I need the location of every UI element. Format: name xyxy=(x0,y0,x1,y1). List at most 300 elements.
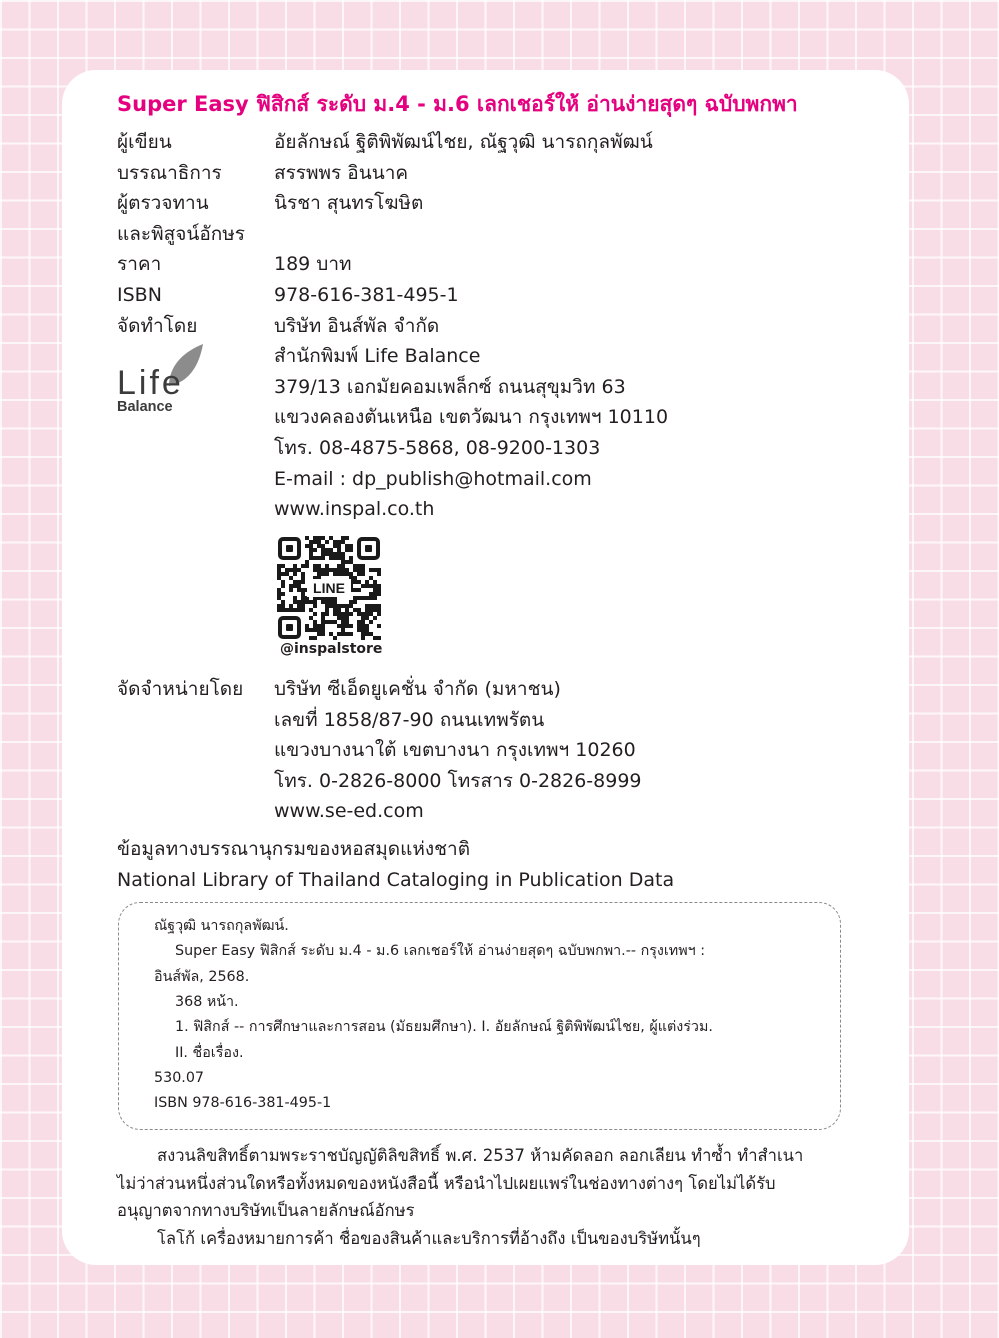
qr-module xyxy=(317,568,321,572)
distributor-line: แขวงบางนาใต้ เขตบางนา กรุงเทพฯ 10260 xyxy=(274,739,636,762)
qr-module xyxy=(297,584,301,588)
qr-module xyxy=(325,568,329,572)
qr-module xyxy=(325,552,329,556)
qr-module xyxy=(337,548,341,552)
qr-module xyxy=(309,600,313,604)
qr-module xyxy=(321,556,325,560)
distributor-line: เลขที่ 1858/87-90 ถนนเทพรัตน xyxy=(274,708,545,731)
qr-module xyxy=(305,624,309,628)
qr-module xyxy=(361,624,365,628)
qr-module xyxy=(353,564,357,568)
qr-module xyxy=(321,632,325,636)
catalog-author: ณัฐวุฒิ นารถกุลพัฒน์. xyxy=(154,918,289,934)
qr-module xyxy=(309,616,313,620)
qr-module xyxy=(333,544,337,548)
qr-module xyxy=(373,568,377,572)
qr-module xyxy=(329,604,333,608)
qr-module xyxy=(349,604,353,608)
qr-module xyxy=(333,604,337,608)
qr-module xyxy=(357,572,361,576)
producer-line: บริษัท อินส์พัล จำกัด xyxy=(274,314,440,337)
qr-module xyxy=(305,544,309,548)
qr-module xyxy=(313,628,317,632)
qr-module xyxy=(345,616,349,620)
qr-module xyxy=(373,604,377,608)
qr-module xyxy=(317,572,321,576)
price-label: ราคา xyxy=(117,253,162,276)
producer-line: โทร. 08-4875-5868, 08-9200-1303 xyxy=(274,436,601,459)
qr-module xyxy=(305,536,309,540)
qr-module xyxy=(313,556,317,560)
qr-module xyxy=(313,564,317,568)
qr-module xyxy=(337,556,341,560)
qr-module xyxy=(321,568,325,572)
qr-module xyxy=(293,568,297,572)
qr-module xyxy=(357,596,361,600)
qr-module xyxy=(357,564,361,568)
qr-module xyxy=(357,628,361,632)
qr-module xyxy=(369,620,373,624)
qr-module xyxy=(309,548,313,552)
qr-module xyxy=(301,604,305,608)
qr-module xyxy=(317,632,321,636)
qr-module xyxy=(309,628,313,632)
qr-module xyxy=(361,632,365,636)
qr-module xyxy=(289,576,293,580)
qr-module xyxy=(369,568,373,572)
qr-module xyxy=(337,568,341,572)
qr-module xyxy=(349,544,353,548)
qr-module xyxy=(289,568,293,572)
qr-module xyxy=(341,556,345,560)
qr-module xyxy=(341,620,345,624)
qr-module xyxy=(337,624,341,628)
qr-module xyxy=(313,612,317,616)
qr-module xyxy=(373,592,377,596)
qr-module xyxy=(369,596,373,600)
qr-module xyxy=(365,612,369,616)
qr-module xyxy=(345,536,349,540)
qr-module xyxy=(293,580,297,584)
qr-module xyxy=(365,632,369,636)
qr-module xyxy=(373,580,377,584)
qr-module xyxy=(373,616,377,620)
qr-module xyxy=(305,564,309,568)
qr-module xyxy=(325,548,329,552)
editor-value: สรรพพร อินนาค xyxy=(274,161,409,184)
library-heading-thai: ข้อมูลทางบรรณานุกรมของหอสมุดแห่งชาติ xyxy=(117,838,471,860)
qr-module xyxy=(277,576,281,580)
qr-module xyxy=(349,556,353,560)
qr-module xyxy=(325,572,329,576)
line-qr-code[interactable] xyxy=(276,535,382,641)
qr-module xyxy=(349,612,353,616)
qr-module xyxy=(337,540,341,544)
library-heading-english: National Library of Thailand Cataloging in Publication Data xyxy=(117,869,675,891)
qr-module xyxy=(373,584,377,588)
qr-module xyxy=(321,624,325,628)
qr-module xyxy=(297,608,301,612)
qr-module xyxy=(373,608,377,612)
editor-label: บรรณาธิการ xyxy=(117,161,222,184)
distributor-label: จัดจำหน่ายโดย xyxy=(117,678,244,700)
catalog-subject-1: 1. ฟิสิกส์ -- การศึกษาและการสอน (มัธยมศึกษา). I. อัยลักษณ์ ฐิติพิพัฒน์ไชย, ผู้แต่งร่วม. xyxy=(175,1019,713,1036)
catalog-isbn: ISBN 978-616-381-495-1 xyxy=(154,1095,332,1112)
qr-module xyxy=(305,600,309,604)
qr-module xyxy=(345,572,349,576)
qr-module xyxy=(321,572,325,576)
qr-module xyxy=(301,564,305,568)
qr-module xyxy=(345,544,349,548)
qr-module xyxy=(321,616,325,620)
qr-module xyxy=(345,560,349,564)
qr-module xyxy=(341,624,345,628)
producer-address xyxy=(274,311,668,525)
qr-handle: @inspalstore xyxy=(280,641,383,657)
qr-module xyxy=(329,552,333,556)
copyright-line: อนุญาตจากทางบริษัทเป็นลายลักษณ์อักษร xyxy=(117,1201,415,1221)
qr-module xyxy=(341,568,345,572)
qr-module xyxy=(369,612,373,616)
qr-module xyxy=(369,608,373,612)
qr-module xyxy=(301,592,305,596)
qr-module xyxy=(297,604,301,608)
qr-module xyxy=(277,608,281,612)
qr-module xyxy=(301,600,305,604)
qr-module xyxy=(321,612,325,616)
qr-module xyxy=(337,564,341,568)
qr-module xyxy=(297,600,301,604)
qr-module xyxy=(333,540,337,544)
qr-module xyxy=(321,544,325,548)
qr-module xyxy=(309,608,313,612)
qr-module xyxy=(277,564,281,568)
qr-module xyxy=(333,572,337,576)
qr-module xyxy=(285,572,289,576)
qr-module xyxy=(357,624,361,628)
qr-module xyxy=(357,580,361,584)
catalog-class-number: 530.07 xyxy=(154,1069,205,1086)
qr-module xyxy=(289,588,293,592)
qr-module xyxy=(305,628,309,632)
qr-module xyxy=(345,624,349,628)
producer-line: 379/13 เอกมัยคอมเพล็กซ์ ถนนสุขุมวิท 63 xyxy=(274,375,626,398)
qr-module xyxy=(377,572,381,576)
qr-module xyxy=(349,548,353,552)
qr-module xyxy=(353,576,357,580)
qr-module xyxy=(313,536,317,540)
qr-module xyxy=(345,612,349,616)
qr-module xyxy=(333,556,337,560)
qr-module xyxy=(341,552,345,556)
qr-module xyxy=(365,608,369,612)
qr-module xyxy=(285,608,289,612)
qr-module xyxy=(377,568,381,572)
qr-module xyxy=(349,560,353,564)
qr-module xyxy=(345,632,349,636)
qr-module xyxy=(313,604,317,608)
qr-module xyxy=(329,620,333,624)
qr-module xyxy=(325,600,329,604)
qr-module xyxy=(281,580,285,584)
qr-module xyxy=(365,624,369,628)
qr-module xyxy=(277,588,281,592)
qr-module xyxy=(293,572,297,576)
qr-module xyxy=(365,580,369,584)
library-heading xyxy=(117,834,674,896)
copyright-line: ไม่ว่าส่วนหนึ่งส่วนใดหรือทั้งหมดของหนังสือนี้ หรือนำไปเผยแพร่ในช่องทางต่างๆ โดยไม่ได้รับ xyxy=(117,1173,776,1193)
qr-module xyxy=(321,620,325,624)
qr-module xyxy=(317,536,321,540)
qr-module xyxy=(293,608,297,612)
qr-module xyxy=(313,624,317,628)
producer-line: E-mail : dp_publish@hotmail.com xyxy=(274,467,592,490)
qr-module xyxy=(329,548,333,552)
qr-module xyxy=(341,612,345,616)
qr-module xyxy=(293,584,297,588)
qr-module xyxy=(357,588,361,592)
qr-module xyxy=(309,636,313,640)
qr-module xyxy=(373,636,377,640)
qr-module xyxy=(305,560,309,564)
producer-line: สำนักพิมพ์ Life Balance xyxy=(274,345,481,368)
qr-module xyxy=(309,540,313,544)
qr-module xyxy=(313,568,317,572)
qr-module xyxy=(321,552,325,556)
qr-module xyxy=(329,568,333,572)
qr-module xyxy=(293,600,297,604)
qr-module xyxy=(317,556,321,560)
distributor-line: บริษัท ซีเอ็ดยูเคชั่น จำกัด (มหาชน) xyxy=(274,678,561,700)
isbn-label: ISBN xyxy=(117,284,162,306)
imprint-card xyxy=(62,70,909,1265)
qr-module xyxy=(281,604,285,608)
copyright-notice xyxy=(117,1142,877,1252)
qr-module xyxy=(301,572,305,576)
qr-module xyxy=(329,536,333,540)
qr-module xyxy=(377,592,381,596)
qr-module xyxy=(325,620,329,624)
qr-module xyxy=(317,624,321,628)
qr-module xyxy=(337,608,341,612)
qr-module xyxy=(313,540,317,544)
qr-module xyxy=(297,580,301,584)
qr-module xyxy=(321,600,325,604)
qr-module xyxy=(317,544,321,548)
qr-module xyxy=(317,540,321,544)
qr-module xyxy=(353,608,357,612)
qr-module xyxy=(325,608,329,612)
qr-module xyxy=(353,588,357,592)
qr-module xyxy=(341,632,345,636)
qr-module xyxy=(357,568,361,572)
qr-module xyxy=(281,572,285,576)
qr-module xyxy=(289,604,293,608)
qr-module xyxy=(377,624,381,628)
qr-module xyxy=(329,632,333,636)
qr-module xyxy=(277,604,281,608)
qr-module xyxy=(361,568,365,572)
qr-module xyxy=(361,584,365,588)
qr-module xyxy=(333,612,337,616)
qr-line-label: LINE xyxy=(313,580,345,596)
qr-module xyxy=(285,568,289,572)
qr-module xyxy=(277,596,281,600)
producer-line: แขวงคลองตันเหนือ เขตวัฒนา กรุงเทพฯ 10110 xyxy=(274,406,669,429)
qr-module xyxy=(289,584,293,588)
qr-module xyxy=(345,620,349,624)
qr-module xyxy=(345,608,349,612)
isbn-value: 978-616-381-495-1 xyxy=(274,284,459,306)
qr-module xyxy=(349,600,353,604)
qr-module xyxy=(369,584,373,588)
qr-module xyxy=(325,540,329,544)
qr-module xyxy=(277,568,281,572)
qr-module xyxy=(349,624,353,628)
qr-module xyxy=(341,616,345,620)
qr-module xyxy=(377,588,381,592)
qr-module xyxy=(277,572,281,576)
qr-module xyxy=(361,636,365,640)
qr-module xyxy=(321,548,325,552)
qr-module xyxy=(313,548,317,552)
qr-module xyxy=(345,604,349,608)
qr-module xyxy=(313,600,317,604)
qr-module xyxy=(281,564,285,568)
qr-module xyxy=(313,620,317,624)
qr-module xyxy=(361,628,365,632)
qr-module xyxy=(341,540,345,544)
catalog-subject-2: II. ชื่อเรื่อง. xyxy=(175,1044,244,1061)
proofreader-value: นิรชา สุนทรโฆษิต xyxy=(274,192,424,215)
qr-module xyxy=(341,536,345,540)
qr-module xyxy=(317,564,321,568)
qr-module xyxy=(361,564,365,568)
qr-module xyxy=(325,564,329,568)
qr-module xyxy=(281,608,285,612)
qr-module xyxy=(341,560,345,564)
qr-module xyxy=(349,572,353,576)
qr-module xyxy=(321,536,325,540)
qr-module xyxy=(353,580,357,584)
qr-module xyxy=(369,576,373,580)
author-value: อัยลักษณ์ ฐิติพิพัฒน์ไชย, ณัฐวุฒิ นารถกุลพัฒน์ xyxy=(274,131,653,153)
qr-module xyxy=(309,544,313,548)
producer-line: www.inspal.co.th xyxy=(274,498,435,521)
qr-module xyxy=(333,552,337,556)
logo-word-balance: Balance xyxy=(117,399,173,415)
proofreader-label-1: ผู้ตรวจทาน xyxy=(117,192,209,215)
qr-module xyxy=(345,568,349,572)
qr-module xyxy=(325,612,329,616)
qr-module xyxy=(357,608,361,612)
qr-module xyxy=(301,580,305,584)
qr-module xyxy=(365,616,369,620)
qr-module xyxy=(337,552,341,556)
qr-module xyxy=(293,564,297,568)
distributor-address xyxy=(274,674,642,827)
qr-module xyxy=(341,604,345,608)
qr-module xyxy=(301,596,305,600)
qr-module xyxy=(337,604,341,608)
qr-module xyxy=(309,552,313,556)
qr-module xyxy=(365,584,369,588)
qr-module xyxy=(321,628,325,632)
qr-module xyxy=(337,616,341,620)
qr-module xyxy=(277,592,281,596)
qr-module xyxy=(365,604,369,608)
qr-module xyxy=(297,588,301,592)
qr-module xyxy=(337,612,341,616)
qr-module xyxy=(377,612,381,616)
catalog-pages: 368 หน้า. xyxy=(175,993,239,1010)
qr-module xyxy=(297,568,301,572)
qr-module xyxy=(373,596,377,600)
qr-module xyxy=(361,596,365,600)
qr-module xyxy=(353,596,357,600)
qr-module xyxy=(361,616,365,620)
author-label: ผู้เขียน xyxy=(117,131,172,153)
qr-module xyxy=(333,620,337,624)
qr-module xyxy=(373,588,377,592)
qr-module xyxy=(293,596,297,600)
producer-label: จัดทำโดย xyxy=(117,314,198,337)
qr-module xyxy=(333,636,337,640)
qr-module xyxy=(361,620,365,624)
qr-module xyxy=(369,592,373,596)
qr-module xyxy=(301,608,305,612)
qr-module xyxy=(361,572,365,576)
qr-module xyxy=(317,628,321,632)
qr-module xyxy=(377,604,381,608)
distributor-line: www.se-ed.com xyxy=(274,800,424,823)
qr-module xyxy=(313,636,317,640)
qr-module xyxy=(337,544,341,548)
qr-module xyxy=(329,556,333,560)
proofreader-label-2: และพิสูจน์อักษร xyxy=(117,222,245,245)
qr-module xyxy=(341,572,345,576)
qr-module xyxy=(309,556,313,560)
life-balance-logo xyxy=(117,340,207,420)
qr-module xyxy=(289,608,293,612)
qr-module xyxy=(377,636,381,640)
qr-module xyxy=(325,604,329,608)
qr-module xyxy=(333,608,337,612)
qr-module xyxy=(281,600,285,604)
qr-module xyxy=(337,632,341,636)
copyright-line: โลโก้ เครื่องหมายการค้า ชื่อของสินค้าและบริการที่อ้างถึง เป็นของบริษัทนั้นๆ xyxy=(157,1228,701,1248)
qr-module xyxy=(369,604,373,608)
qr-module xyxy=(333,568,337,572)
qr-module xyxy=(353,568,357,572)
qr-module xyxy=(345,548,349,552)
qr-module xyxy=(377,608,381,612)
qr-module xyxy=(349,632,353,636)
qr-module xyxy=(301,588,305,592)
distributor-line: โทร. 0-2826-8000 โทรสาร 0-2826-8999 xyxy=(274,769,642,792)
book-title: Super Easy ฟิสิกส์ ระดับ ม.4 - ม.6 เลกเชอร์ให้ อ่านง่ายสุดๆ ฉบับพกพา xyxy=(117,92,798,116)
logo-word-life: Life xyxy=(117,364,184,402)
qr-module xyxy=(341,564,345,568)
qr-module xyxy=(281,592,285,596)
qr-module xyxy=(341,628,345,632)
qr-module xyxy=(353,600,357,604)
qr-module xyxy=(361,612,365,616)
catalog-publisher: อินส์พัล, 2568. xyxy=(154,968,250,985)
qr-module xyxy=(369,632,373,636)
qr-module xyxy=(337,572,341,576)
price-value: 189 บาท xyxy=(274,253,352,276)
